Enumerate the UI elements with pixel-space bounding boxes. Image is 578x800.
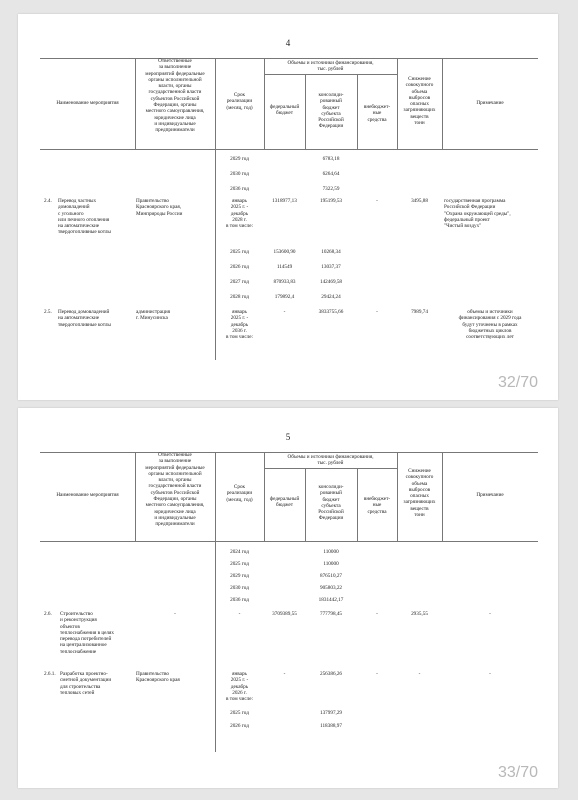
header-offbudget: внебюджет- ные средства (363, 496, 391, 515)
row-reduction: 2935,55 (411, 611, 428, 617)
row-term: 2036 год (230, 186, 249, 192)
volumes-divider (264, 468, 397, 469)
row-offbudget: - (376, 611, 378, 617)
header-bottom-border (40, 541, 538, 542)
page-counter: 32/70 (497, 374, 538, 391)
row-term: 2026 год (230, 723, 249, 729)
document-page-5 (18, 408, 558, 788)
row-term: 2025 год (230, 710, 249, 716)
row-term: январь 2025 г. - декабрь 2026 г. в том числе: (225, 671, 254, 703)
row-consolidated: 3833755,66 (318, 309, 344, 315)
volumes-divider (264, 74, 397, 75)
row-reduction: 7989,74 (411, 309, 428, 315)
row-responsible: Правительство Красноярского края, Минприроды России (136, 198, 183, 217)
row-term: 2024 год (230, 549, 249, 555)
row-consolidated: 876510,27 (319, 573, 343, 579)
row-consolidated: 6783,18 (322, 156, 340, 162)
row-consolidated: 142469,58 (319, 279, 343, 285)
row-consolidated: 13037,37 (321, 264, 341, 270)
header-name: Наименование мероприятия (56, 100, 119, 106)
row-number: 2.6. (44, 611, 52, 617)
row-consolidated: 7322,59 (322, 186, 340, 192)
row-term: январь 2025 г. - декабрь 2028 г. в том числе: (225, 198, 254, 230)
table-top-border (40, 452, 538, 453)
row-consolidated: 137997,29 (319, 710, 343, 716)
row-federal: - (283, 309, 286, 315)
row-consolidated: 1831442,17 (318, 597, 344, 603)
header-volumes: Объемы и источники финансирования, тыс. рублей (287, 60, 374, 73)
header-term: Срок реализации (месяц, год) (226, 92, 253, 111)
page-number: 4 (285, 38, 291, 48)
row-note: - (489, 611, 491, 617)
row-federal: 114549 (276, 264, 293, 270)
row-consolidated: 118388,97 (320, 723, 342, 729)
row-consolidated: 10268,34 (321, 249, 341, 255)
row-term: - (238, 611, 241, 617)
row-federal: 1318977,13 (272, 198, 297, 204)
row-responsible: Правительство Красноярского края (136, 671, 180, 684)
row-name: Строительство и реконструкция объектов теплоснабжения в целях перевода потребителей на централизованное теплоснабжение (60, 611, 114, 655)
row-term: 2030 год (230, 585, 249, 591)
table-top-border (40, 58, 538, 59)
row-consolidated: 29424,24 (321, 294, 341, 300)
row-term: 2029 год (230, 573, 249, 579)
row-reduction: - (418, 671, 421, 677)
page-counter: 33/70 (497, 764, 538, 781)
row-number: 2.4. (44, 198, 52, 204)
row-note: объемы и источники финансирования с 2029 года будут уточнены в рамках бюджетных циклов соответствующих лет (458, 309, 522, 341)
row-term: 2028 год (230, 294, 249, 300)
header-consolidated: консолиди- рованный бюджет субъекта Российской Федерации (318, 92, 344, 130)
row-term: 2026 год (230, 264, 249, 270)
row-term: 2036 год (230, 597, 249, 603)
row-name: Перевод домовладений на автоматические твердотопливные котлы (58, 309, 111, 328)
row-term: 2027 год (230, 279, 249, 285)
row-consolidated: 905803,22 (319, 585, 343, 591)
row-term: 2025 год (230, 249, 249, 255)
row-offbudget: - (376, 671, 378, 677)
row-federal: - (283, 671, 286, 677)
row-consolidated: 777798,45 (319, 611, 343, 617)
header-volumes: Объемы и источники финансирования, тыс. рублей (287, 454, 374, 467)
row-consolidated: 195199,53 (319, 198, 343, 204)
header-federal: федеральный бюджет (269, 104, 300, 117)
header-offbudget: внебюджет- ные средства (363, 104, 391, 123)
row-consolidated: 110000 (323, 561, 339, 567)
row-name: Разработка проектно- сметной документации для строительства тепловых сетей (60, 671, 112, 696)
row-responsible: - (174, 611, 176, 617)
header-term: Срок реализации (месяц, год) (226, 484, 253, 503)
row-consolidated: 6264,64 (322, 171, 340, 177)
row-number: 2.6.1. (44, 671, 56, 677)
header-reduction: Снижение совокупного объема выбросов опасных загрязняющих веществ тонн (403, 76, 436, 127)
header-note: Примечание (476, 492, 504, 498)
row-number: 2.5. (44, 309, 52, 315)
row-name: Перевод частных домовладений с угольного или печного отопления на автоматические твердотопливные котлы (58, 198, 111, 236)
row-term: 2030 год (230, 171, 249, 177)
header-responsible: Ответственные за выполнение мероприятий федеральные органы исполнительной власти, органы государственной власти субъектов Российской Федерации, органы местного самоуправления, юридические лица и индивидуальные предприниматели (145, 58, 205, 134)
header-name: Наименование мероприятия (56, 492, 119, 498)
header-bottom-border (40, 149, 538, 150)
row-offbudget: - (376, 309, 378, 315)
header-federal: федеральный бюджет (269, 496, 300, 509)
header-note: Примечание (476, 100, 504, 106)
row-federal: 179892,4 (274, 294, 295, 300)
row-federal: 3709389,55 (272, 611, 297, 617)
row-term: 2025 год (230, 561, 249, 567)
row-note: государственная программа Российской Федерации "Охрана окружающей среды", федеральный проект "Чистый воздух" (444, 198, 511, 230)
row-term: январь 2025 г. - декабрь 2036 г. в том числе: (225, 309, 254, 341)
document-page-4 (18, 14, 558, 400)
page-number: 5 (285, 432, 291, 442)
header-responsible: Ответственные за выполнение мероприятий федеральные органы исполнительной власти, органы государственной власти субъектов Российской Федерации, органы местного самоуправления, юридические лица и индивидуальные предприниматели (145, 452, 205, 528)
header-reduction: Снижение совокупного объема выбросов опасных загрязняющих веществ тонн (403, 468, 436, 519)
header-consolidated: консолиди- рованный бюджет субъекта Российской Федерации (318, 484, 344, 522)
row-responsible: администрация г. Минусинска (136, 309, 171, 322)
row-term: 2029 год (230, 156, 249, 162)
row-consolidated: 256386,26 (319, 671, 343, 677)
row-reduction: 3495,88 (411, 198, 428, 204)
row-federal: 870933,83 (273, 279, 296, 285)
row-consolidated: 110000 (323, 549, 339, 555)
row-offbudget: - (376, 198, 378, 204)
row-note: - (489, 671, 491, 677)
row-federal: 153600,90 (273, 249, 296, 255)
